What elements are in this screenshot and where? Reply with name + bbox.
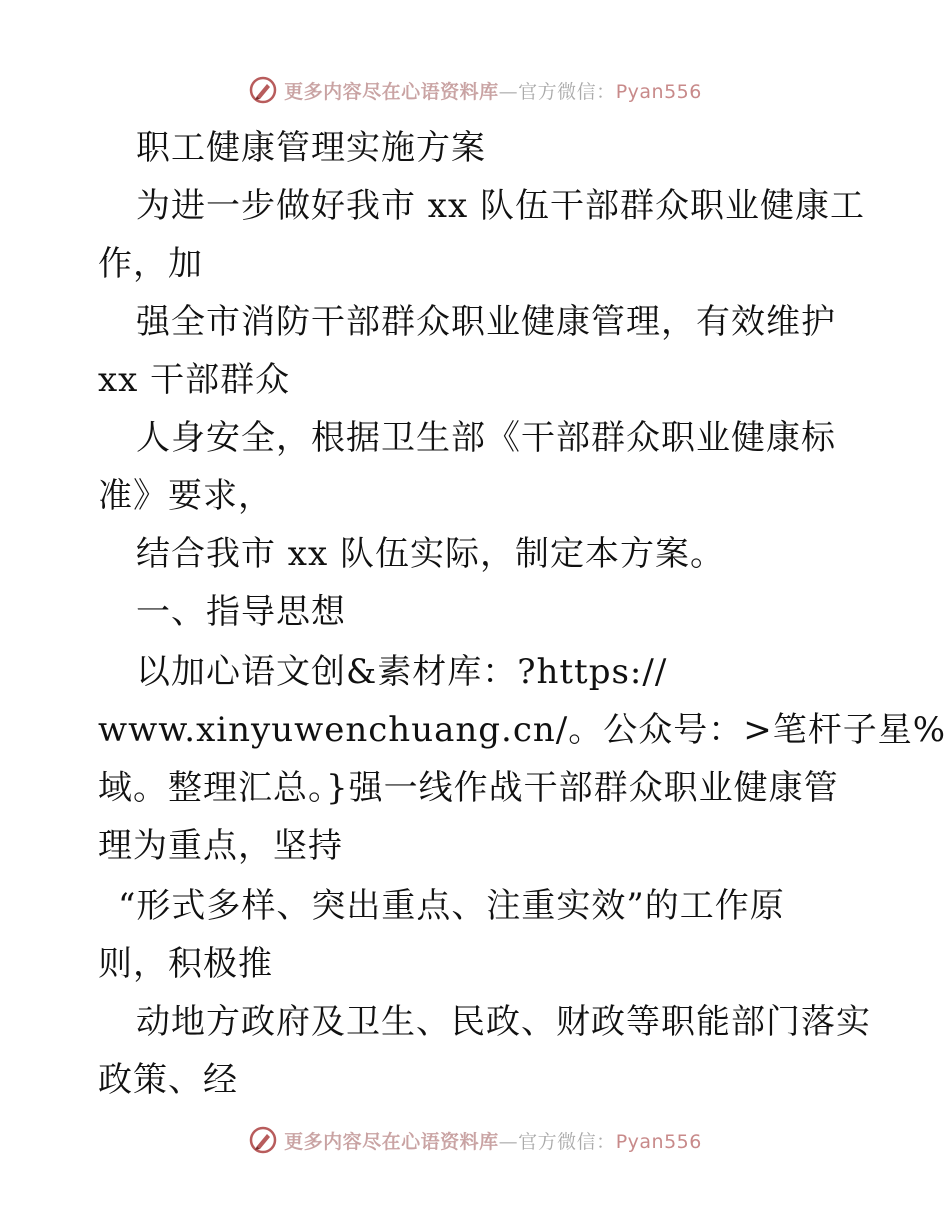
paragraph-line: 动地方政府及卫生、民政、财政等职能部门落实 bbox=[136, 1002, 871, 1042]
watermark-text: 更多内容尽在心语资料库—官方微信：Pyan556 bbox=[284, 80, 702, 103]
paragraph-line: 理为重点，坚持 bbox=[98, 826, 343, 866]
section-heading: 一、指导思想 bbox=[136, 592, 346, 632]
paragraph-line: 政策、经 bbox=[98, 1060, 238, 1100]
paragraph-line: 准》要求， bbox=[98, 476, 273, 516]
pen-logo-icon bbox=[248, 75, 278, 105]
paragraph-line: 结合我市 xx 队伍实际，制定本方案。 bbox=[136, 534, 725, 574]
paragraph-line: “形式多样、突出重点、注重实效”的工作原 bbox=[118, 886, 785, 926]
document-title: 职工健康管理实施方案 bbox=[136, 128, 486, 168]
paragraph-line: 强全市消防干部群众职业健康管理，有效维护 bbox=[136, 302, 836, 342]
paragraph-line: 以加心语文创&素材库：?https:// bbox=[136, 652, 668, 692]
paragraph-line: 作，加 bbox=[98, 244, 203, 284]
paragraph-line: 人身安全，根据卫生部《干部群众职业健康标 bbox=[136, 418, 836, 458]
footer-watermark bbox=[0, 1120, 950, 1160]
paragraph-line: 为进一步做好我市 xx 队伍干部群众职业健康工 bbox=[136, 186, 865, 226]
paragraph-line: 域。整理汇总。}强一线作战干部群众职业健康管 bbox=[98, 768, 839, 808]
pen-logo-icon bbox=[248, 1125, 278, 1155]
header-watermark bbox=[0, 70, 950, 110]
paragraph-line: www.xinyuwenchuang.cn/。公众号：>笔杆子星% bbox=[98, 710, 947, 750]
paragraph-line: 则，积极推 bbox=[98, 944, 273, 984]
watermark-text: 更多内容尽在心语资料库—官方微信：Pyan556 bbox=[284, 1130, 702, 1153]
paragraph-line: xx 干部群众 bbox=[98, 360, 291, 400]
